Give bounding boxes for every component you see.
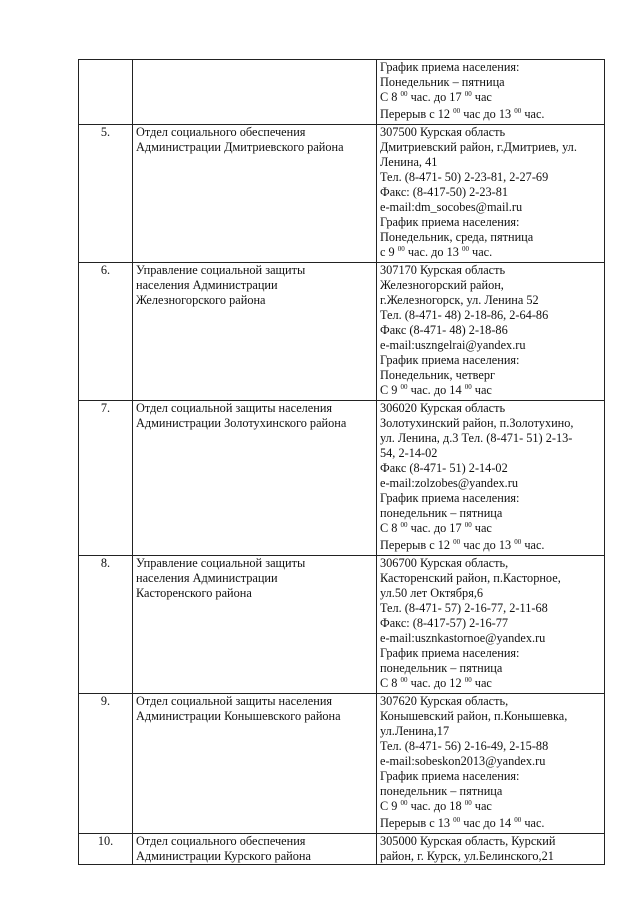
offices-table bbox=[78, 59, 605, 865]
contact-line: ул.50 лет Октября,6 bbox=[380, 586, 484, 600]
contact-line: Железногорский район, bbox=[380, 278, 504, 292]
table-row bbox=[79, 125, 605, 263]
offices-table-body bbox=[79, 60, 605, 865]
office-name-cell bbox=[133, 263, 377, 401]
contact-line: г.Железногорск, ул. Ленина 52 bbox=[380, 293, 539, 307]
contact-line: Понедельник, среда, пятница bbox=[380, 230, 534, 244]
row-number: 9. bbox=[79, 694, 133, 834]
contact-line: График приема населения: bbox=[380, 769, 520, 783]
contact-line: Золотухинский район, п.Золотухино, bbox=[380, 416, 574, 430]
contact-line: e-mail:dm_socobes@mail.ru bbox=[380, 200, 523, 214]
office-name-cell bbox=[133, 556, 377, 694]
contact-line: 307170 Курская область bbox=[380, 263, 506, 277]
contact-line: С 9 $^{00}$ час. до 14 $^{00}$ час bbox=[380, 383, 492, 397]
office-name-line: Железногорского района bbox=[136, 293, 266, 307]
contact-info-cell bbox=[377, 401, 605, 556]
contact-info-cell bbox=[377, 263, 605, 401]
table-row bbox=[79, 556, 605, 694]
contact-line: e-mail:uszngelrai@yandex.ru bbox=[380, 338, 526, 352]
office-name-line: Администрации Курского района bbox=[136, 849, 311, 863]
contact-line: Дмитриевский район, г.Дмитриев, ул. bbox=[380, 140, 577, 154]
row-number bbox=[79, 60, 133, 125]
contact-line: Понедельник – пятница bbox=[380, 75, 505, 89]
contact-info-cell bbox=[377, 60, 605, 125]
contact-line: понедельник – пятница bbox=[380, 506, 503, 520]
office-name-cell bbox=[133, 125, 377, 263]
office-name-line: Отдел социальной защиты населения bbox=[136, 401, 333, 415]
contact-line: Факс (8-471- 51) 2-14-02 bbox=[380, 461, 508, 475]
contact-line: Ленина, 41 bbox=[380, 155, 438, 169]
contact-line: с 9 $^{00}$ час. до 13 $^{00}$ час. bbox=[380, 245, 493, 259]
office-name-cell bbox=[133, 401, 377, 556]
contact-line: Тел. (8-471- 50) 2-23-81, 2-27-69 bbox=[380, 170, 549, 184]
contact-line: График приема населения: bbox=[380, 353, 520, 367]
office-name-cell bbox=[133, 834, 377, 865]
office-name-line: Управление социальной защиты bbox=[136, 556, 306, 570]
contact-line: График приема населения: bbox=[380, 60, 520, 74]
table-row bbox=[79, 60, 605, 125]
contact-line: Факс: (8-417-57) 2-16-77 bbox=[380, 616, 509, 630]
contact-line: С 8 $^{00}$ час. до 17 $^{00}$ час bbox=[380, 521, 492, 535]
table-row bbox=[79, 263, 605, 401]
row-number: 10. bbox=[79, 834, 133, 865]
table-row bbox=[79, 834, 605, 865]
contact-info-cell bbox=[377, 556, 605, 694]
table-row bbox=[79, 401, 605, 556]
office-name-line: населения Администрации bbox=[136, 278, 278, 292]
contact-line: ул. Ленина, д.3 Тел. (8-471- 51) 2-13- bbox=[380, 431, 573, 445]
contact-line: Конышевский район, п.Конышевка, bbox=[380, 709, 568, 723]
contact-line: район, г. Курск, ул.Белинского,21 bbox=[380, 849, 554, 863]
contact-line: e-mail:sobeskon2013@yandex.ru bbox=[380, 754, 546, 768]
contact-line: 54, 2-14-02 bbox=[380, 446, 438, 460]
row-number: 8. bbox=[79, 556, 133, 694]
contact-info-cell bbox=[377, 694, 605, 834]
contact-line: Понедельник, четверг bbox=[380, 368, 496, 382]
contact-line: График приема населения: bbox=[380, 491, 520, 505]
contact-line: e-mail:usznkastornoe@yandex.ru bbox=[380, 631, 546, 645]
contact-info-cell bbox=[377, 834, 605, 865]
contact-line: e-mail:zolzobes@yandex.ru bbox=[380, 476, 518, 490]
contact-line: С 9 $^{00}$ час. до 18 $^{00}$ час bbox=[380, 799, 492, 813]
row-number: 5. bbox=[79, 125, 133, 263]
office-name-line: Администрации Золотухинского района bbox=[136, 416, 347, 430]
contact-line: Перерыв с 12 $^{00}$ час до 13 $^{00}$ час. bbox=[380, 107, 545, 121]
office-name-line: Касторенского района bbox=[136, 586, 252, 600]
row-number: 7. bbox=[79, 401, 133, 556]
office-name-cell bbox=[133, 60, 377, 125]
table-row bbox=[79, 694, 605, 834]
contact-line: 305000 Курская область, Курский bbox=[380, 834, 556, 848]
contact-line: С 8 $^{00}$ час. до 12 $^{00}$ час bbox=[380, 676, 492, 690]
contact-line: С 8 $^{00}$ час. до 17 $^{00}$ час bbox=[380, 90, 492, 104]
contact-line: ул.Ленина,17 bbox=[380, 724, 450, 738]
office-name-line: Отдел социального обеспечения bbox=[136, 834, 306, 848]
contact-line: понедельник – пятница bbox=[380, 784, 503, 798]
contact-line: Перерыв с 12 $^{00}$ час до 13 $^{00}$ час. bbox=[380, 538, 545, 552]
contact-line: Касторенский район, п.Касторное, bbox=[380, 571, 561, 585]
contact-line: Факс: (8-417-50) 2-23-81 bbox=[380, 185, 509, 199]
office-name-line: Отдел социальной защиты населения bbox=[136, 694, 333, 708]
contact-line: Перерыв с 13 $^{00}$ час до 14 $^{00}$ час. bbox=[380, 816, 545, 830]
office-name-line: Управление социальной защиты bbox=[136, 263, 306, 277]
contact-line: 306020 Курская область bbox=[380, 401, 506, 415]
contact-line: Факс (8-471- 48) 2-18-86 bbox=[380, 323, 508, 337]
contact-line: 306700 Курская область, bbox=[380, 556, 509, 570]
contact-line: График приема населения: bbox=[380, 215, 520, 229]
contact-line: График приема населения: bbox=[380, 646, 520, 660]
office-name-cell bbox=[133, 694, 377, 834]
contact-line: Тел. (8-471- 48) 2-18-86, 2-64-86 bbox=[380, 308, 549, 322]
contact-line: понедельник – пятница bbox=[380, 661, 503, 675]
row-number: 6. bbox=[79, 263, 133, 401]
contact-line: 307500 Курская область bbox=[380, 125, 506, 139]
contact-info-cell bbox=[377, 125, 605, 263]
office-name-line: Администрации Конышевского района bbox=[136, 709, 341, 723]
office-name-line: Администрации Дмитриевского района bbox=[136, 140, 344, 154]
contact-line: 307620 Курская область, bbox=[380, 694, 509, 708]
contact-line: Тел. (8-471- 56) 2-16-49, 2-15-88 bbox=[380, 739, 549, 753]
office-name-line: Отдел социального обеспечения bbox=[136, 125, 306, 139]
contact-line: Тел. (8-471- 57) 2-16-77, 2-11-68 bbox=[380, 601, 548, 615]
office-name-line: населения Администрации bbox=[136, 571, 278, 585]
